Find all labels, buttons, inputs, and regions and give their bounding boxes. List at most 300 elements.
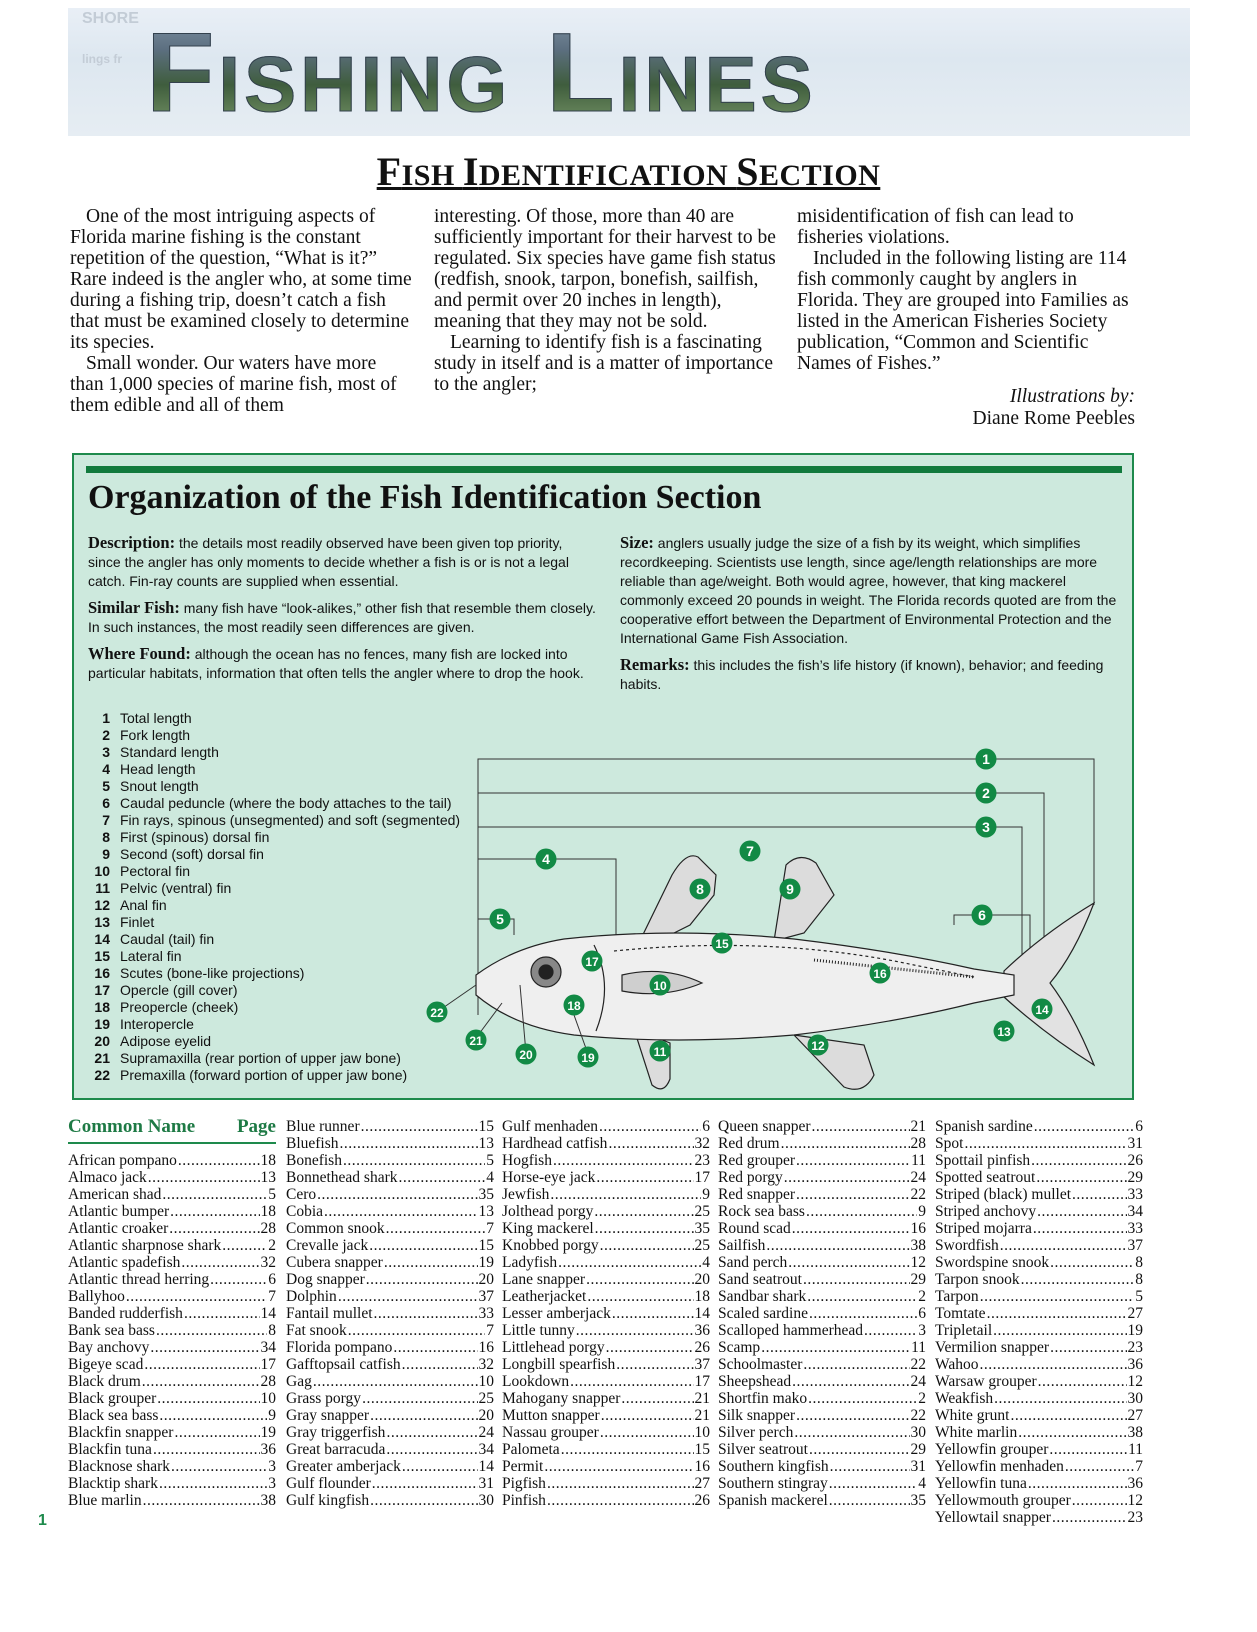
index-entry-page: 29 [910,1441,926,1458]
index-entry [502,1305,710,1322]
index-entry [502,1424,710,1441]
index-entry-name: Tarpon snook [935,1271,1020,1288]
index-entry-page: 22 [910,1356,926,1373]
index-leader-dots [153,1441,260,1458]
index-entry-page: 23 [1127,1339,1143,1356]
index-entry-name: Blackfin snapper [68,1424,174,1441]
index-entry-name: Hogfish [502,1152,552,1169]
index-entry-page: 36 [260,1441,276,1458]
index-leader-dots [1010,1407,1126,1424]
index-entry-page: 19 [478,1254,494,1271]
index-entry [502,1390,710,1407]
part-number: 12 [94,897,110,913]
callout-3 [976,817,997,838]
index-entry-name: Bay anchovy [68,1339,150,1356]
index-entry-name: Red grouper [718,1152,796,1169]
index-leader-dots [126,1288,267,1305]
index-leader-dots [830,1458,910,1475]
size-label: Size: [620,533,654,552]
part-label: Preopercle (cheek) [120,999,239,1015]
index-entry [68,1441,276,1458]
callout-7 [740,841,761,862]
index-entry [718,1135,926,1152]
index-entry-name: Swordspine snook [935,1254,1050,1271]
part-label: Opercle (gill cover) [120,982,238,998]
index-entry [68,1475,276,1492]
part-number: 6 [102,795,110,811]
index-entry-page: 29 [1127,1169,1143,1186]
index-entry-name: Permit [502,1458,544,1475]
index-entry-page: 8 [1135,1254,1143,1271]
callout-21 [466,1030,487,1051]
index-entry [68,1254,276,1271]
index-entry [935,1220,1143,1237]
index-entry [286,1339,494,1356]
index-entry [718,1118,926,1135]
part-number: 21 [94,1050,110,1066]
index-entry-name: Fantail mullet [286,1305,373,1322]
index-leader-dots [1050,1339,1126,1356]
index-entry-name: Gulf menhaden [502,1118,598,1135]
index-leader-dots [1052,1509,1127,1526]
index-leader-dots [181,1254,259,1271]
page-number: 1 [38,1512,47,1529]
index-entry-page: 37 [478,1288,494,1305]
part-number: 22 [94,1067,110,1083]
index-leader-dots [313,1373,478,1390]
section-title-part: DENTIFICATION [478,159,737,192]
index-entry [286,1237,494,1254]
index-leader-dots [829,1475,917,1492]
part-label: Caudal peduncle (where the body attaches to the tail) [120,795,452,811]
index-entry-name: Bluefish [286,1135,339,1152]
index-leader-dots [340,1135,478,1152]
index-leader-dots [169,1220,259,1237]
callout-14 [1032,999,1053,1020]
index-entry-page: 30 [478,1492,494,1509]
index-entry [68,1169,276,1186]
index-entry-name: Atlantic spadefish [68,1254,181,1271]
index-entry-page: 14 [694,1305,710,1322]
callout-number: 3 [982,819,990,835]
index-entry-name: Blue marlin [68,1492,142,1509]
index-entry [68,1373,276,1390]
index-entry-page: 18 [260,1152,276,1169]
index-entry [718,1390,926,1407]
where-text: although the ocean has no fences, many fish are locked into particular habitats, information that often tells the angler where to drop the hook. [88,646,584,681]
index-entry-page: 38 [260,1492,276,1509]
index-entry [286,1203,494,1220]
part-label: Premaxilla (forward portion of upper jaw bone) [120,1067,408,1083]
index-entry-name: Weakfish [935,1390,994,1407]
intro-paragraph: interesting. Of those, more than 40 are sufficiently important for their harvest to be regulated. Six species have game fish status (redfish, snook, tarpon, bonefish, sailfish, and permit over 20 inches in length), meaning that they may not be sold. [434,206,776,332]
callout-15 [712,933,733,954]
index-entry [502,1254,710,1271]
index-leader-dots [558,1254,701,1271]
index-entry-page: 3 [268,1475,276,1492]
part-number: 7 [102,812,110,828]
index-entry-name: Mutton snapper [502,1407,600,1424]
index-entry-name: Horse-eye jack [502,1169,596,1186]
index-entry [935,1322,1143,1339]
index-leader-dots [1031,1152,1126,1169]
index-entry-name: Black drum [68,1373,141,1390]
index-entry [286,1254,494,1271]
index-leader-dots [561,1441,694,1458]
index-entry-name: Atlantic croaker [68,1220,169,1237]
index-entry [286,1475,494,1492]
index-entry-page: 5 [486,1152,494,1169]
index-entry-name: Warsaw grouper [935,1373,1037,1390]
index-leader-dots [586,1271,693,1288]
callout-number: 8 [696,881,704,897]
index-entry [68,1220,276,1237]
index-entry-name: Silk snapper [718,1407,796,1424]
callout-number: 17 [585,955,599,969]
index-entry [935,1373,1143,1390]
index-entry-page: 28 [260,1220,276,1237]
index-entry-page: 34 [260,1339,276,1356]
index-entry-name: Round scad [718,1220,791,1237]
callout-number: 6 [978,907,986,923]
index-entry [935,1492,1143,1509]
index-entry-name: Yellowfin tuna [935,1475,1027,1492]
index-entry-page: 4 [486,1169,494,1186]
index-leader-dots [1018,1424,1126,1441]
index-entry [286,1458,494,1475]
index-entry [718,1492,926,1509]
index-entry-page: 14 [478,1458,494,1475]
index-entry [935,1509,1143,1526]
index-entry [935,1254,1143,1271]
index-leader-dots [812,1118,910,1135]
index-entry-page: 25 [694,1203,710,1220]
index-entry-name: African pompano [68,1152,177,1169]
index-leader-dots [788,1254,909,1271]
index-entry-name: Cero [286,1186,317,1203]
index-leader-dots [796,1407,909,1424]
callout-17 [582,951,603,972]
index-entry [718,1458,926,1475]
index-entry [718,1373,926,1390]
fish-pupil [539,965,553,979]
index-entry [935,1288,1143,1305]
index-entry-name: Red snapper [718,1186,796,1203]
index-entry-page: 14 [260,1305,276,1322]
index-entry [68,1492,276,1509]
index-entry-name: Sand seatrout [718,1271,802,1288]
index-entry-page: 12 [1127,1373,1143,1390]
index-entry-page: 28 [260,1373,276,1390]
index-entry-page: 27 [1127,1407,1143,1424]
index-entry-name: Schoolmaster [718,1356,803,1373]
part-number: 13 [94,914,110,930]
callout-number: 16 [873,967,887,981]
index-leader-dots [370,1407,477,1424]
index-entry [935,1271,1143,1288]
index-leader-dots [372,1475,478,1492]
index-leader-dots [1033,1220,1127,1237]
index-leader-dots [402,1356,478,1373]
index-entry [68,1390,276,1407]
intro-paragraph: One of the most intriguing aspects of Florida marine fishing is the constant repetition of the question, “What is it?” Rare indeed is the angler who, at some time during a fishing trip, doesn’t catch a fish that must be examined closely to determine its species. [70,206,412,353]
index-leader-dots [402,1458,478,1475]
index-entry-name: King mackerel [502,1220,594,1237]
index-entry [68,1305,276,1322]
index-entry-name: Tarpon [935,1288,979,1305]
part-label: Finlet [120,914,155,930]
index-leader-dots [178,1152,260,1169]
index-entry-name: Banded rudderfish [68,1305,183,1322]
intro-column-1 [70,206,412,416]
index-entry-page: 7 [486,1220,494,1237]
callout-number: 10 [653,979,667,993]
index-entry-page: 6 [268,1271,276,1288]
index-entry-page: 33 [478,1305,494,1322]
index-entry-page: 7 [268,1288,276,1305]
index-entry-page: 33 [1127,1186,1143,1203]
similar-text: many fish have “look-alikes,” other fish that resemble them closely. In such instances, the most readily seen differences are given. [88,600,596,635]
index-entry-name: White marlin [935,1424,1018,1441]
index-entry-page: 30 [1127,1390,1143,1407]
index-entry-page: 31 [910,1458,926,1475]
index-entry-page: 12 [910,1254,926,1271]
index-entry [502,1356,710,1373]
index-leader-dots [829,1492,910,1509]
index-leader-dots [547,1492,694,1509]
index-entry-page: 10 [478,1373,494,1390]
index-entry [68,1186,276,1203]
index-entry [502,1135,710,1152]
section-title-part: F [376,149,402,194]
index-header [68,1116,276,1144]
index-leader-dots [184,1305,260,1322]
index-entry [286,1441,494,1458]
index-entry-name: Blue runner [286,1118,360,1135]
index-header-name: Common Name [68,1116,196,1137]
index-entry [935,1305,1143,1322]
index-entry [286,1407,494,1424]
organization-title: Organization of the Fish Identification Section [88,479,762,516]
index-entry [502,1288,710,1305]
index-leader-dots [599,1118,701,1135]
index-entry-page: 2 [918,1390,926,1407]
index-leader-dots [366,1271,478,1288]
index-entry-name: Gafftopsail catfish [286,1356,401,1373]
index-entry-page: 13 [260,1169,276,1186]
index-entry [286,1373,494,1390]
callout-1 [976,749,997,770]
index-leader-dots [794,1424,909,1441]
index-entry-page: 20 [694,1271,710,1288]
index-entry [935,1475,1143,1492]
index-entry-page: 34 [1127,1203,1143,1220]
index-entry-page: 33 [1127,1220,1143,1237]
index-entry [935,1237,1143,1254]
index-leader-dots [1037,1203,1126,1220]
index-leader-dots [553,1152,694,1169]
index-entry [68,1152,276,1169]
callout-number: 19 [581,1051,595,1065]
index-leader-dots [594,1203,693,1220]
index-entry-page: 8 [268,1322,276,1339]
index-leader-dots [766,1237,909,1254]
index-leader-dots [994,1390,1126,1407]
index-entry-page: 23 [694,1152,710,1169]
index-entry-name: Grass porgy [286,1390,362,1407]
index-leader-dots [784,1169,910,1186]
index-leader-dots [796,1152,910,1169]
part-label: Pelvic (ventral) fin [120,880,232,896]
part-label: Scutes (bone-like projections) [120,965,305,981]
index-leader-dots [608,1135,693,1152]
index-entry-name: Pinfish [502,1492,546,1509]
index-entry-name: Blacknose shark [68,1458,171,1475]
callout-16 [870,963,891,984]
index-entry-page: 9 [702,1186,710,1203]
index-leader-dots [142,1373,260,1390]
index-entry [502,1373,710,1390]
index-leader-dots [222,1237,267,1254]
masthead-banner [68,8,1190,136]
index-leader-dots [393,1339,477,1356]
index-leader-dots [1028,1475,1127,1492]
index-leader-dots [148,1169,260,1186]
index-entry-page: 36 [1127,1356,1143,1373]
similar-label: Similar Fish: [88,598,180,617]
part-number: 4 [102,761,110,777]
index-entry-page: 19 [260,1424,276,1441]
masthead-title: Fishing Lines [146,10,817,135]
index-entry-name: Wahoo [935,1356,979,1373]
index-entry [718,1475,926,1492]
index-leader-dots [792,1220,910,1237]
index-entry-page: 13 [478,1135,494,1152]
index-leader-dots [964,1135,1126,1152]
credit-label: Illustrations by: [1009,386,1135,407]
index-entry-name: Red porgy [718,1169,783,1186]
index-entry [68,1339,276,1356]
index-leader-dots [612,1305,694,1322]
index-entry-name: Lane snapper [502,1271,586,1288]
index-entry-name: Black grouper [68,1390,157,1407]
index-entry-name: Tomtate [935,1305,986,1322]
index-column [935,1118,1143,1526]
index-entry-name: Common snook [286,1220,385,1237]
intro-column-2 [434,206,776,395]
index-leader-dots [1034,1118,1135,1135]
index-entry [718,1169,926,1186]
part-label: Supramaxilla (rear portion of upper jaw bone) [120,1050,401,1066]
head-length-line [478,859,616,945]
index-entry-page: 9 [918,1203,926,1220]
index-entry-name: Crevalle jack [286,1237,369,1254]
part-label: Adipose eyelid [120,1033,212,1049]
index-entry-page: 21 [694,1407,710,1424]
index-entry-name: Vermilion snapper [935,1339,1050,1356]
index-leader-dots [595,1220,694,1237]
index-entry-page: 25 [478,1390,494,1407]
index-entry-page: 10 [260,1390,276,1407]
index-leader-dots [1036,1169,1126,1186]
index-entry-name: Gulf flounder [286,1475,371,1492]
part-label: Fin rays, spinous (unsegmented) and soft (segmented) [120,812,461,828]
index-entry-page: 4 [702,1254,710,1271]
index-entry [68,1322,276,1339]
index-entry-name: Leatherjacket [502,1288,587,1305]
index-entry-name: Gulf kingfish [286,1492,370,1509]
callout-number: 2 [982,785,990,801]
index-entry [286,1424,494,1441]
index-entry-name: Sandbar shark [718,1288,807,1305]
index-leader-dots [601,1407,694,1424]
index-entry [286,1152,494,1169]
part-number: 5 [102,778,110,794]
index-leader-dots [570,1373,693,1390]
index-entry [935,1390,1143,1407]
index-entry-page: 24 [910,1373,926,1390]
index-leader-dots [386,1220,486,1237]
index-entry-name: Yellowfin menhaden [935,1458,1064,1475]
description-text: the details most readily observed have been given top priority, since the angler has only moments to decide whether a fish is or is not a legal catch. Fin-ray counts are supplied when essential. [88,535,569,589]
index-entry [286,1390,494,1407]
index-leader-dots [587,1288,693,1305]
index-entry-name: Sailfish [718,1237,766,1254]
index-entry [718,1186,926,1203]
index-column [502,1118,710,1509]
index-entry-page: 18 [260,1203,276,1220]
index-leader-dots [210,1271,267,1288]
index-leader-dots [761,1339,910,1356]
index-entry-page: 5 [268,1186,276,1203]
part-label: Total length [120,710,192,726]
index-entry-name: Dog snapper [286,1271,365,1288]
index-entry [502,1492,710,1509]
index-entry-page: 11 [911,1339,926,1356]
index-entry-page: 37 [694,1356,710,1373]
index-leader-dots [980,1356,1127,1373]
part-number: 14 [94,931,110,947]
index-leader-dots [576,1322,694,1339]
index-entry-name: Spanish sardine [935,1118,1033,1135]
index-leader-dots [792,1373,909,1390]
index-entry [718,1254,926,1271]
index-entry-page: 35 [694,1220,710,1237]
index-entry-page: 21 [910,1118,926,1135]
index-entry-name: Bank sea bass [68,1322,155,1339]
index-entry [718,1441,926,1458]
index-entry [718,1152,926,1169]
index-leader-dots [621,1390,693,1407]
index-leader-dots [606,1339,694,1356]
index-entry-name: Bigeye scad [68,1356,144,1373]
index-entry-name: Cobia [286,1203,324,1220]
index-leader-dots [174,1424,259,1441]
index-entry-page: 37 [1127,1237,1143,1254]
index-entry [286,1169,494,1186]
part-number: 17 [94,982,110,998]
index-entry-page: 21 [694,1390,710,1407]
callout-number: 11 [653,1045,667,1059]
index-entry-name: Spottail pinfish [935,1152,1031,1169]
index-entry-page: 2 [268,1237,276,1254]
organization-box [72,453,1134,1100]
index-entry-name: Atlantic thread herring [68,1271,210,1288]
index-entry-page: 9 [268,1407,276,1424]
index-leader-dots [159,1407,267,1424]
index-entry-name: Sheepshead [718,1373,792,1390]
callout-22 [427,1002,448,1023]
